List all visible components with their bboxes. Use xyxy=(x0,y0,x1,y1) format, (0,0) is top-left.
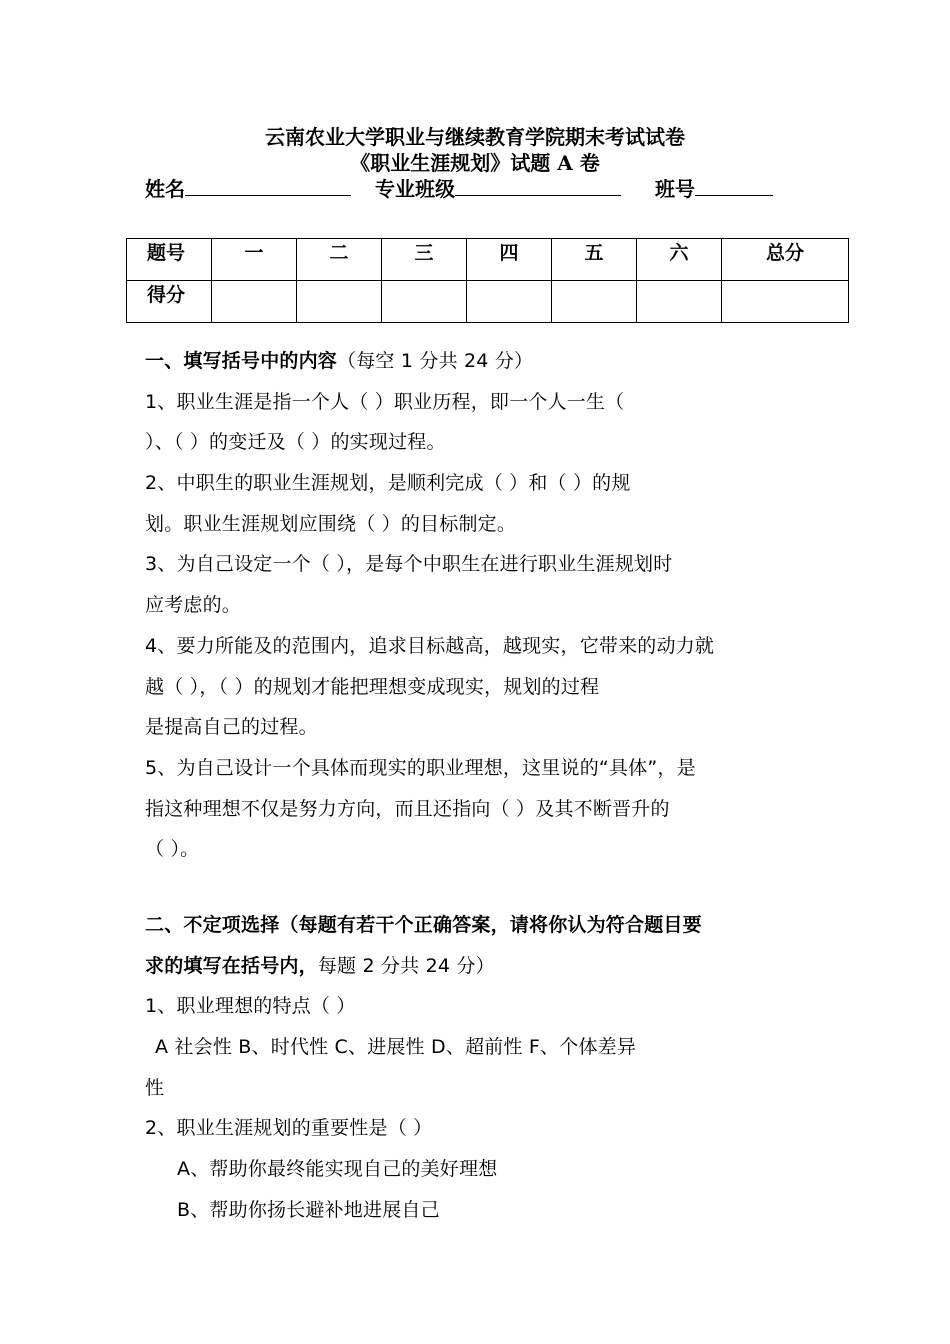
table-header-cell: 题号 xyxy=(127,239,212,281)
question-2-option-b: B、帮助你扬长避补地进展自己 xyxy=(177,1198,440,1221)
question-line: 应考虑的。 xyxy=(145,594,242,617)
question-2: 2、职业生涯规划的重要性是（ ） xyxy=(145,1117,433,1140)
table-header-cell: 五 xyxy=(552,239,637,281)
score-cell[interactable] xyxy=(297,281,382,323)
section-2-heading-cont xyxy=(145,946,810,987)
major-class-label: 专业班级 xyxy=(375,177,455,201)
score-table xyxy=(126,238,849,323)
question-line: 是提高自己的过程。 xyxy=(145,716,318,739)
score-cell[interactable] xyxy=(637,281,722,323)
question-line: 5、为自己设计一个具体而现实的职业理想，这里说的“具体”，是 xyxy=(145,756,696,779)
score-table-header-row xyxy=(127,239,849,281)
question-1-options: A 社会性 B、时代性 C、进展性 D、超前性 F、个体差异 xyxy=(155,1036,637,1059)
score-cell[interactable] xyxy=(382,281,467,323)
table-header-cell: 二 xyxy=(297,239,382,281)
table-header-cell: 总分 xyxy=(722,239,849,281)
score-cell[interactable] xyxy=(552,281,637,323)
question-line: 划。职业生涯规划应围绕（ ）的目标制定。 xyxy=(145,512,517,535)
question-line: 4、要力所能及的范围内，追求目标越高，越现实，它带来的动力就 xyxy=(145,634,715,657)
section-2-heading-text: 求的填写在括号内， xyxy=(145,954,318,977)
table-header-cell: 三 xyxy=(382,239,467,281)
class-no-blank xyxy=(695,174,773,196)
question-2-option-a: A、帮助你最终能实现自己的美好理想 xyxy=(177,1158,498,1181)
question-1: 1、职业理想的特点（ ） xyxy=(145,995,356,1018)
name-label: 姓名 xyxy=(145,177,185,201)
score-row-label: 得分 xyxy=(127,281,212,323)
question-line: 2、中职生的职业生涯规划，是顺利完成（ ）和（ ）的规 xyxy=(145,472,631,495)
exam-subtitle: 《职业生涯规划》试题 A 卷 xyxy=(350,151,600,175)
question-line: （ ）。 xyxy=(145,838,200,861)
section-2-heading: 二、不定项选择（每题有若干个正确答案，请将你认为符合题目要 xyxy=(145,914,702,936)
exam-title: 云南农业大学职业与继续教育学院期末考试试卷 xyxy=(265,125,685,149)
section-1-score-note: （每空 1 分共 24 分） xyxy=(337,350,534,372)
question-line: 指这种理想不仅是努力方向，而且还指向（ ）及其不断晋升的 xyxy=(145,797,670,820)
major-class-blank xyxy=(455,174,621,196)
section-1 xyxy=(145,341,810,870)
question-line: 越（ ），（ ）的规划才能把理想变成现实，规划的过程 xyxy=(145,675,600,698)
score-cell[interactable] xyxy=(722,281,849,323)
question-1-options-cont: 性 xyxy=(145,1076,165,1099)
section-1-heading-text: 一、填写括号中的内容 xyxy=(145,350,338,372)
section-2-score-note: 每题 2 分共 24 分） xyxy=(317,954,495,977)
section-1-heading xyxy=(145,341,810,382)
score-cell[interactable] xyxy=(212,281,297,323)
table-header-cell: 六 xyxy=(637,239,722,281)
table-header-cell: 四 xyxy=(467,239,552,281)
table-header-cell: 一 xyxy=(212,239,297,281)
question-line: ）、（ ）的变迁及（ ）的实现过程。 xyxy=(145,431,446,454)
name-blank xyxy=(185,174,351,196)
class-no-label: 班号 xyxy=(655,177,695,201)
score-cell[interactable] xyxy=(467,281,552,323)
question-line: 1、职业生涯是指一个人（ ）职业历程，即一个人一生（ xyxy=(145,390,625,413)
score-table-score-row xyxy=(127,281,849,323)
section-2 xyxy=(145,905,810,1231)
question-line: 3、为自己设定一个（ ），是每个中职生在进行职业生涯规划时 xyxy=(145,553,673,576)
student-info-row xyxy=(145,174,805,203)
